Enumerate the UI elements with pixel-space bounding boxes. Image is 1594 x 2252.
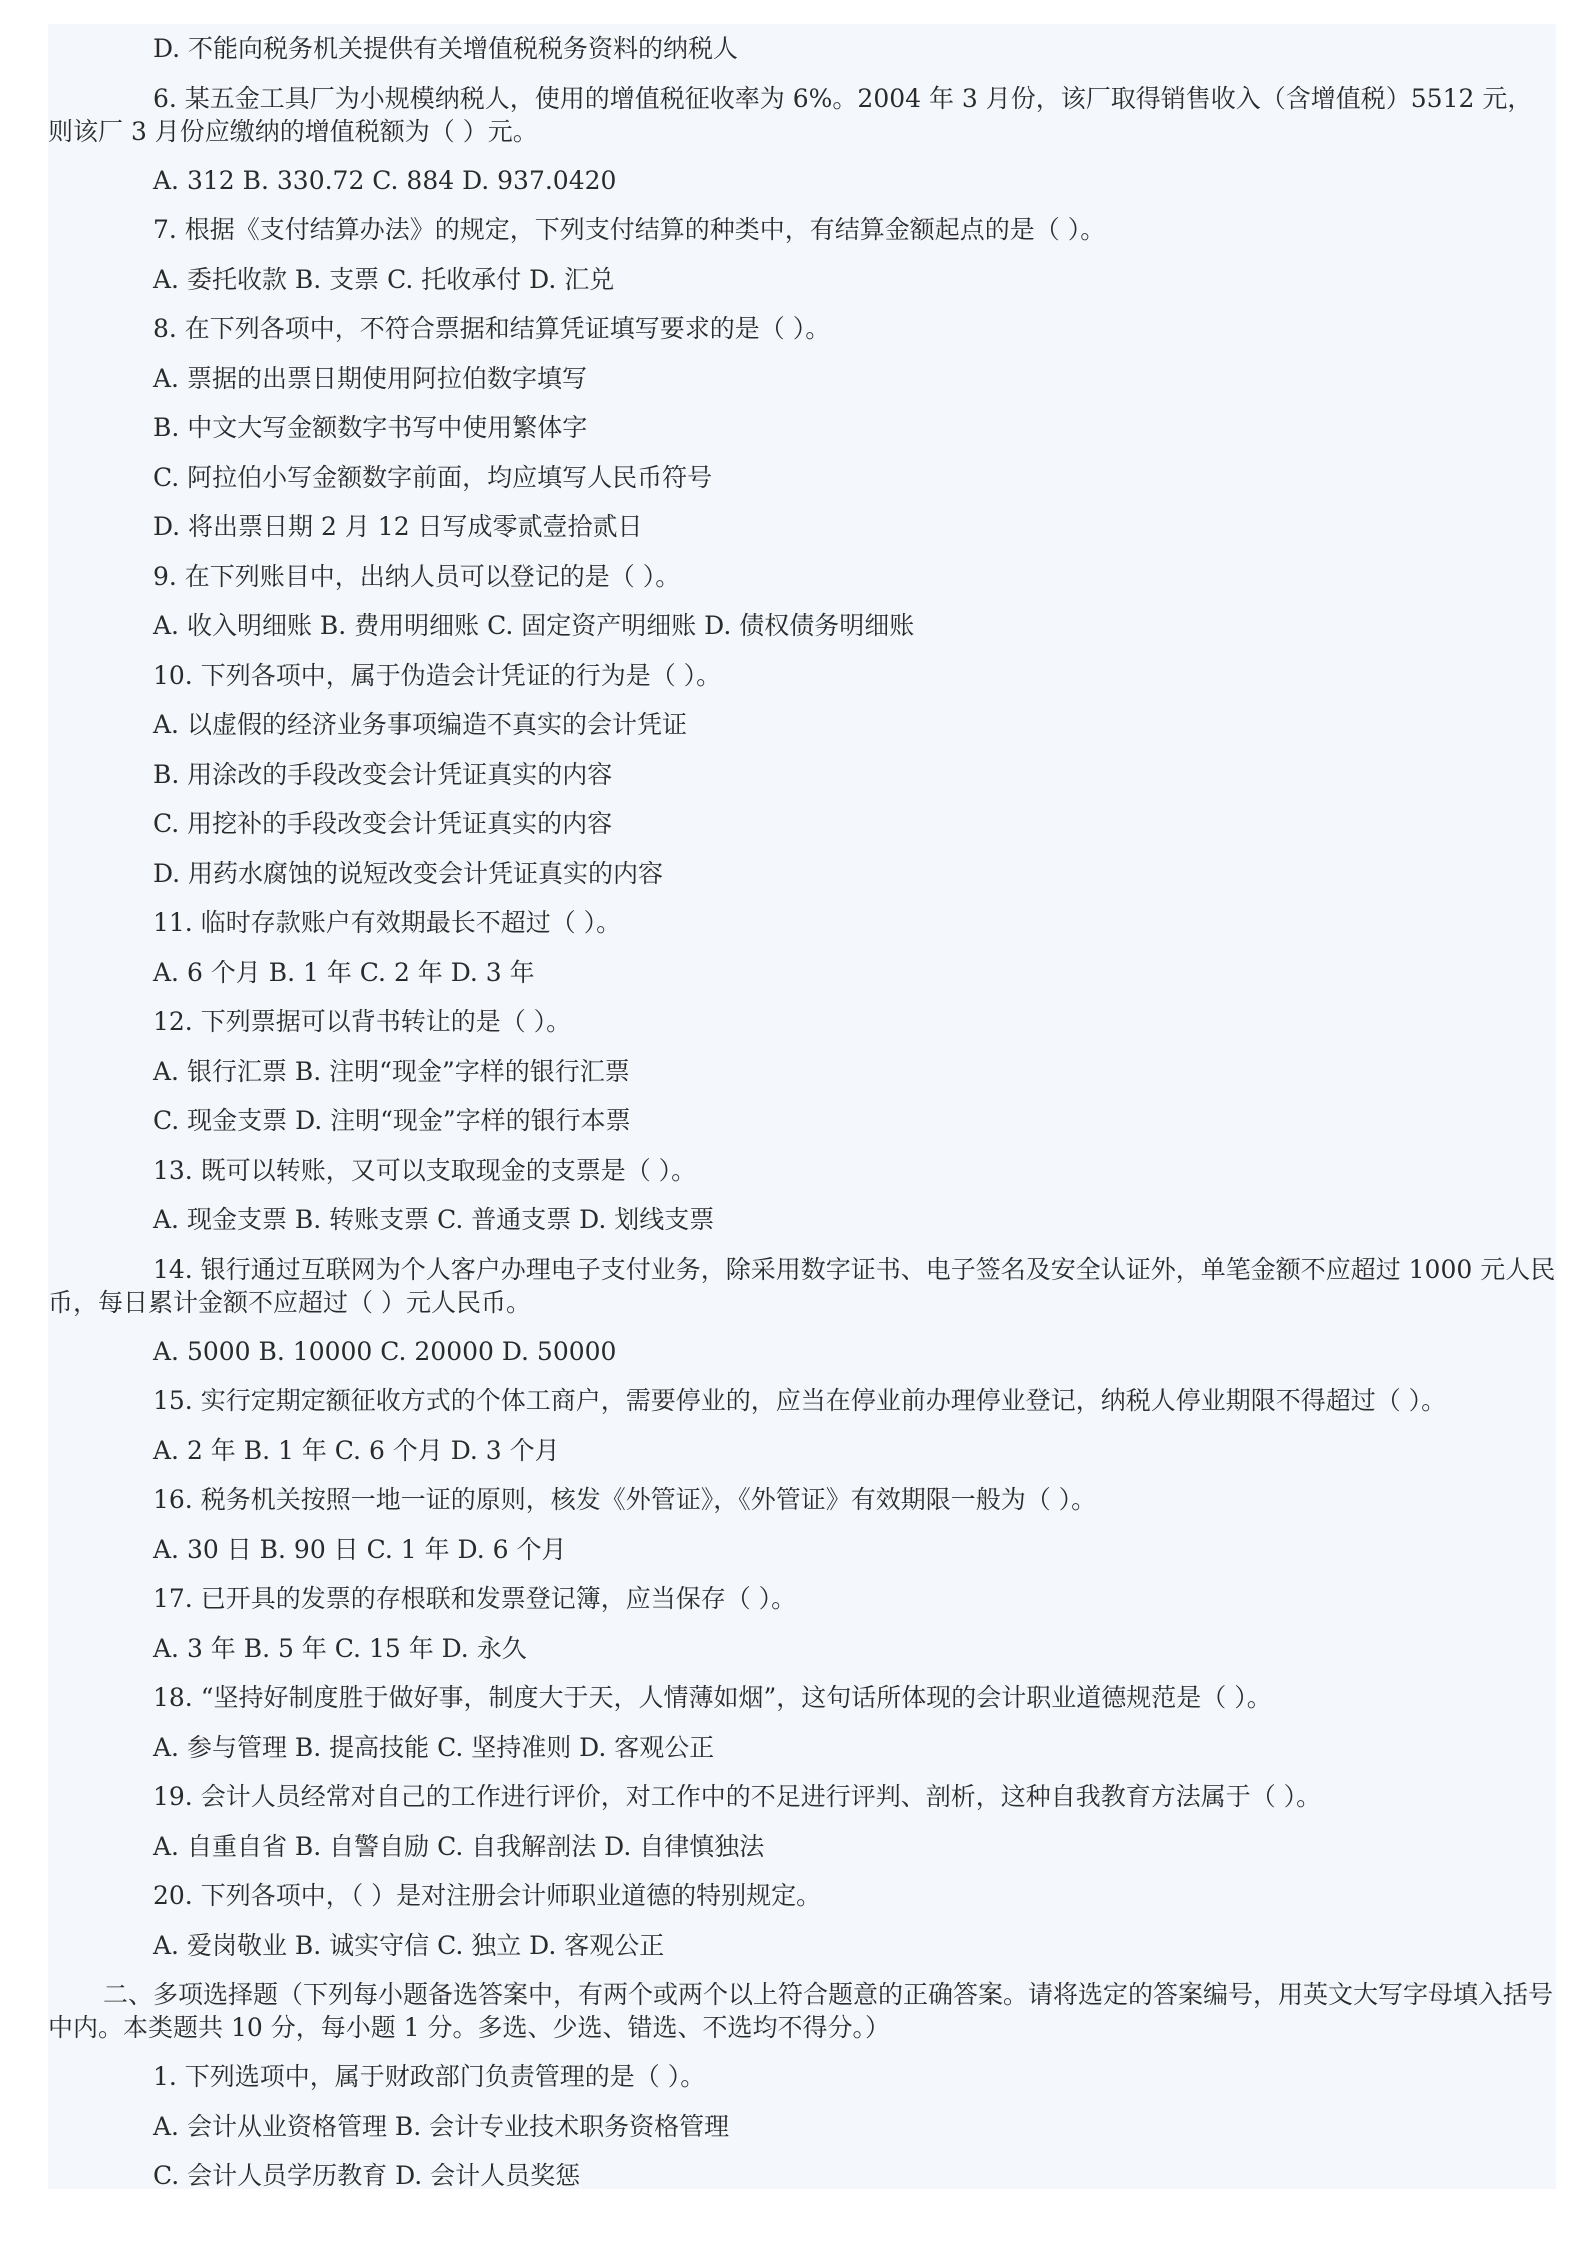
- text-line: A. 参与管理 B. 提高技能 C. 坚持准则 D. 客观公正: [153, 1732, 715, 1762]
- text-line: 9. 在下列账目中，出纳人员可以登记的是（ ）。: [153, 561, 681, 591]
- text-line: D. 不能向税务机关提供有关增值税税务资料的纳税人: [153, 34, 739, 63]
- text-line: A. 以虚假的经济业务事项编造不真实的会计凭证: [153, 710, 687, 739]
- text-line: C. 用挖补的手段改变会计凭证真实的内容: [153, 809, 613, 838]
- text-line: C. 阿拉伯小写金额数字前面，均应填写人民币符号: [153, 462, 713, 492]
- section-heading: 二、多项选择题（下列每小题备选答案中，有两个或两个以上符合题意的正确答案。请将选定的答案编号，用英文大写字母填入括号中内。本类题共 10 分，每小题 1 分。多选、少选、错选、不选均不得分。）: [48, 1980, 1554, 2042]
- text-line: B. 中文大写金额数字书写中使用繁体字: [153, 413, 588, 442]
- text-line: 12. 下列票据可以背书转让的是（ ）。: [153, 1007, 572, 1036]
- text-line: C. 现金支票 D. 注明“现金”字样的银行本票: [153, 1106, 631, 1135]
- text-line: A. 票据的出票日期使用阿拉伯数字填写: [153, 363, 587, 393]
- document-page: [48, 24, 1556, 2189]
- text-line: 1. 下列选项中，属于财政部门负责管理的是（ ）。: [153, 2062, 706, 2091]
- text-line: 15. 实行定期定额征收方式的个体工商户，需要停业的，应当在停业前办理停业登记，纳税人停业期限不得超过（ ）。: [153, 1386, 1447, 1415]
- text-line: D. 将出票日期 2 月 12 日写成零贰壹拾贰日: [153, 512, 643, 541]
- text-line: 16. 税务机关按照一地一证的原则，核发《外管证》，《外管证》有效期限一般为（ ）。: [153, 1485, 1097, 1514]
- text-line: A. 爱岗敬业 B. 诚实守信 C. 独立 D. 客观公正: [153, 1930, 665, 1960]
- text-line: A. 现金支票 B. 转账支票 C. 普通支票 D. 划线支票: [153, 1205, 715, 1234]
- text-line: 8. 在下列各项中，不符合票据和结算凭证填写要求的是（ ）。: [153, 314, 831, 343]
- text-line: C. 会计人员学历教育 D. 会计人员奖惩: [153, 2161, 581, 2190]
- text-line: A. 委托收款 B. 支票 C. 托收承付 D. 汇兑: [153, 264, 615, 294]
- text-paragraph: 6. 某五金工具厂为小规模纳税人，使用的增值税征收率为 6%。2004 年 3 月份，该厂取得销售收入（含增值税）5512 元，则该厂 3 月份应缴纳的增值税额为（ ）元。: [48, 83, 1533, 146]
- document-body: [48, 24, 1556, 2201]
- text-line: 18. “坚持好制度胜于做好事，制度大于天，人情薄如烟”，这句话所体现的会计职业道德规范是（ ）。: [153, 1683, 1272, 1712]
- text-line: A. 自重自省 B. 自警自励 C. 自我解剖法 D. 自律慎独法: [153, 1831, 765, 1861]
- text-line: 17. 已开具的发票的存根联和发票登记簿，应当保存（ ）。: [153, 1584, 797, 1613]
- text-line: 20. 下列各项中，（ ）是对注册会计师职业道德的特别规定。: [153, 1881, 822, 1910]
- text-line: A. 2 年 B. 1 年 C. 6 个月 D. 3 个月: [153, 1435, 560, 1465]
- text-line: A. 6 个月 B. 1 年 C. 2 年 D. 3 年: [153, 957, 535, 987]
- text-line: A. 会计从业资格管理 B. 会计专业技术职务资格管理: [153, 2111, 730, 2141]
- text-line: A. 30 日 B. 90 日 C. 1 年 D. 6 个月: [153, 1534, 567, 1564]
- text-line: A. 5000 B. 10000 C. 20000 D. 50000: [153, 1336, 617, 1366]
- text-line: 11. 临时存款账户有效期最长不超过（ ）。: [153, 908, 622, 937]
- text-paragraph: 14. 银行通过互联网为个人客户办理电子支付业务，除采用数字证书、电子签名及安全认证外，单笔金额不应超过 1000 元人民币，每日累计金额不应超过（ ）元人民币。: [48, 1254, 1556, 1317]
- text-line: B. 用涂改的手段改变会计凭证真实的内容: [153, 759, 613, 789]
- text-line: 7. 根据《支付结算办法》的规定，下列支付结算的种类中，有结算金额起点的是（ ）。: [153, 215, 1106, 244]
- text-line: A. 3 年 B. 5 年 C. 15 年 D. 永久: [153, 1633, 527, 1663]
- text-line: 19. 会计人员经常对自己的工作进行评价，对工作中的不足进行评判、剖析，这种自我教育方法属于（ ）。: [153, 1782, 1322, 1811]
- text-line: 10. 下列各项中，属于伪造会计凭证的行为是（ ）。: [153, 660, 722, 690]
- text-line: 13. 既可以转账，又可以支取现金的支票是（ ）。: [153, 1155, 697, 1185]
- text-line: A. 收入明细账 B. 费用明细账 C. 固定资产明细账 D. 债权债务明细账: [153, 611, 915, 640]
- text-line: A. 银行汇票 B. 注明“现金”字样的银行汇票: [153, 1056, 630, 1086]
- text-line: A. 312 B. 330.72 C. 884 D. 937.0420: [153, 165, 617, 195]
- text-line: D. 用药水腐蚀的说短改变会计凭证真实的内容: [153, 858, 664, 888]
